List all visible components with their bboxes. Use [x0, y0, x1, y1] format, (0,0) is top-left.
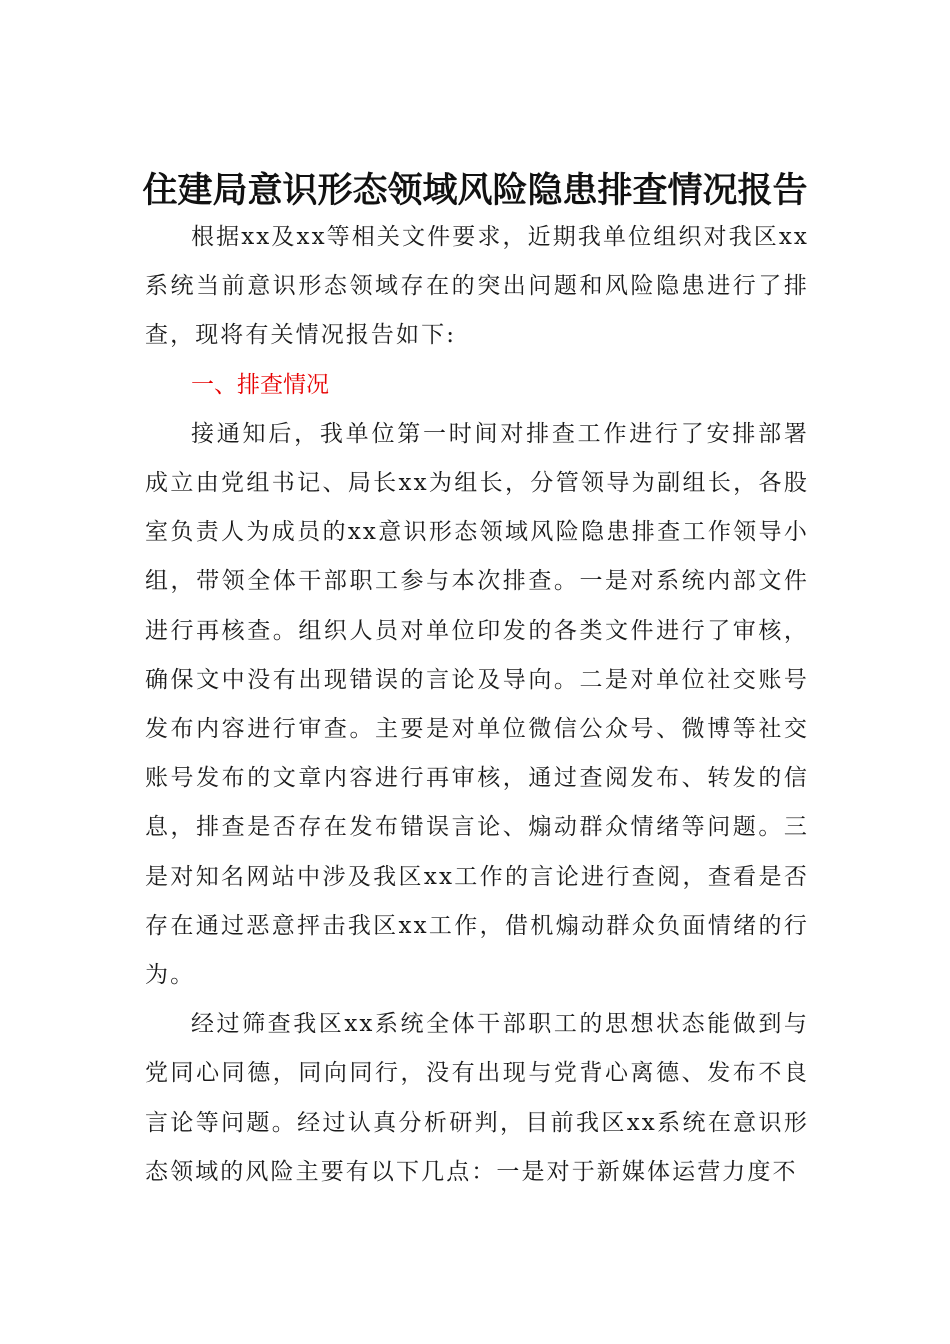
body-paragraph-1: 接通知后，我单位第一时间对排查工作进行了安排部署成立由党组书记、局长xx为组长，分管领导为副组长，各股室负责人为成员的xx意识形态领域风险隐患排查工作领导小组，带领全体干部职工参与本次排查。一是对系统内部文件进行再核查。组织人员对单位印发的各类文件进行了审核，确保文中没有出现错误的言论及导向。二是对单位社交账号发布内容进行审查。主要是对单位微信公众号、微博等社交账号发布的文章内容进行再审核，通过查阅发布、转发的信息，排查是否存在发布错误言论、煽动群众情绪等问题。三是对知名网站中涉及我区xx工作的言论进行查阅，查看是否存在通过恶意抨击我区xx工作，借机煽动群众负面情绪的行为。	[145, 420, 809, 989]
intro-paragraph: 根据xx及xx等相关文件要求，近期我单位组织对我区xx系统当前意识形态领域存在的突出问题和风险隐患进行了排查，现将有关情况报告如下:	[145, 224, 809, 349]
document-body	[145, 213, 809, 1197]
section-heading: 一、排查情况	[191, 371, 329, 398]
document-title: 住建局意识形态领域风险隐患排查情况报告	[142, 170, 808, 212]
body-paragraph-2: 经过筛查我区xx系统全体干部职工的思想状态能做到与党同心同德，同向同行，没有出现与党背心离德、发布不良言论等问题。经过认真分析研判，目前我区xx系统在意识形态领域的风险主要有以下几点：一是对于新媒体运营力度不	[145, 1011, 809, 1185]
